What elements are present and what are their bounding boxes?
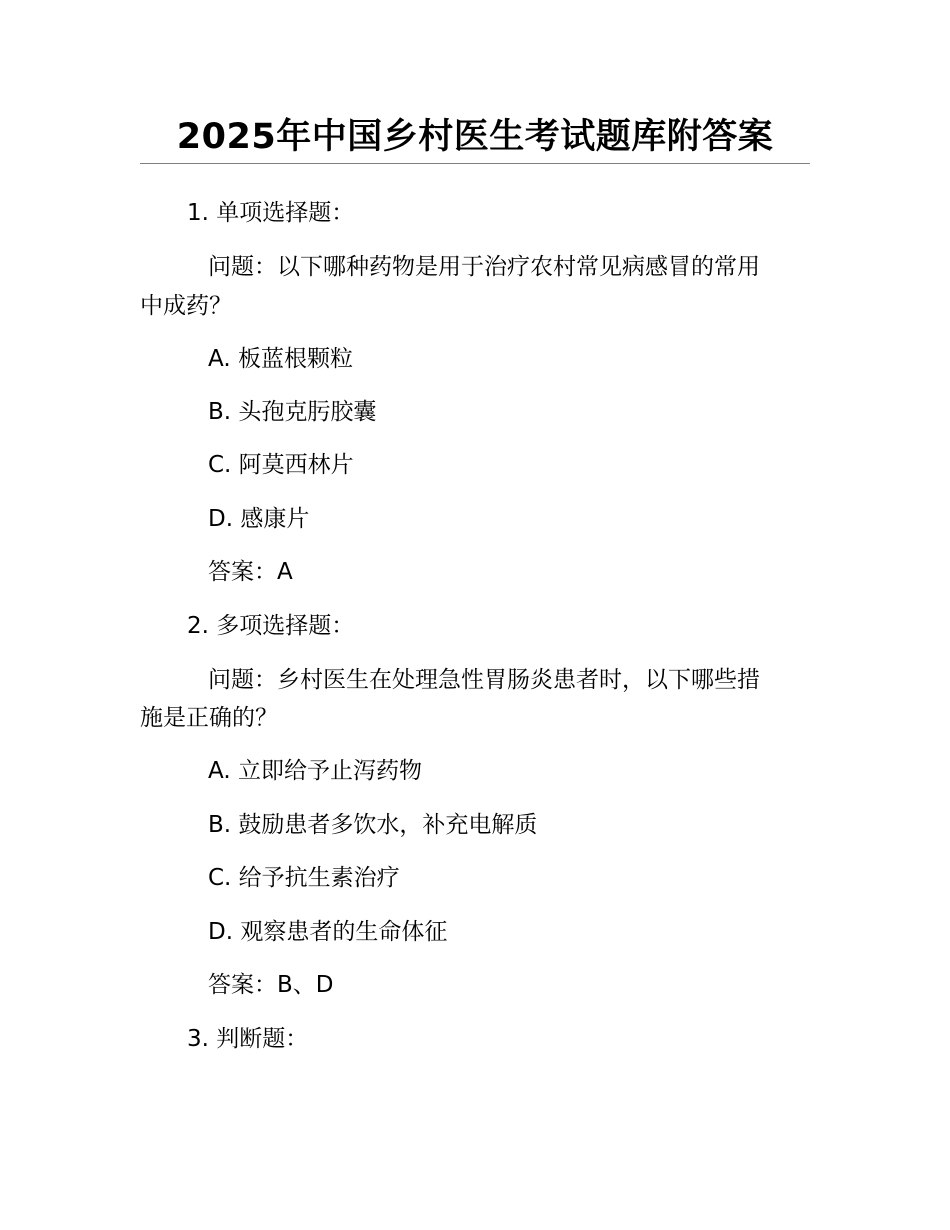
- question-text-continued: 中成药？: [140, 293, 232, 319]
- title-underline: [140, 163, 810, 164]
- question-text: 问题：以下哪种药物是用于治疗农村常见病感冒的常用: [208, 254, 760, 280]
- option-a: A. 立即给予止泻药物: [208, 758, 422, 784]
- question-text-continued: 施是正确的？: [140, 705, 278, 731]
- question-text: 问题：乡村医生在处理急性胃肠炎患者时，以下哪些措: [208, 667, 760, 693]
- section-heading: 2. 多项选择题：: [187, 613, 355, 639]
- section-heading: 1. 单项选择题：: [187, 200, 355, 226]
- option-b: B. 鼓励患者多饮水，补充电解质: [208, 812, 538, 838]
- answer-text: 答案：B、D: [208, 972, 334, 998]
- section-heading: 3. 判断题：: [187, 1026, 309, 1052]
- document-title: 2025年中国乡村医生考试题库附答案: [176, 117, 774, 157]
- answer-text: 答案：A: [208, 559, 293, 585]
- option-a: A. 板蓝根颗粒: [208, 346, 353, 372]
- option-c: C. 阿莫西林片: [208, 452, 354, 478]
- option-d: D. 观察患者的生命体征: [208, 919, 448, 945]
- option-c: C. 给予抗生素治疗: [208, 865, 400, 891]
- option-d: D. 感康片: [208, 506, 310, 532]
- option-b: B. 头孢克肟胶囊: [208, 399, 377, 425]
